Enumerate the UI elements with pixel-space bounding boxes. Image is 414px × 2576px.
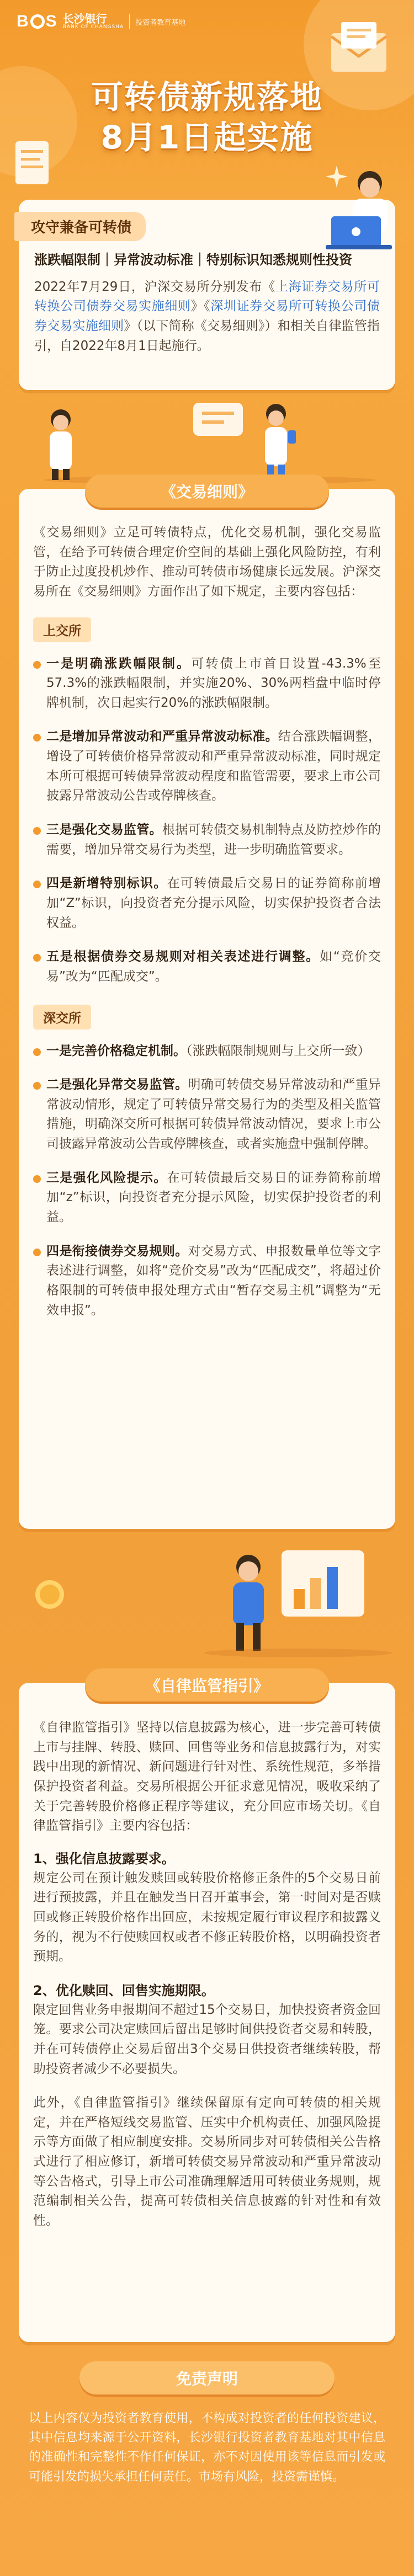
person-chart-illustration — [188, 1528, 397, 1661]
guide-item-title: 1、强化信息披露要求。 — [33, 1850, 175, 1866]
rule-item — [33, 947, 381, 986]
rule-item-body: 明确可转债交易异常波动和严重异常波动情形，规定了可转债异常交易行为的类型及相关监管措施，明确深交所可根据可转债异常波动情况，要求上市公司披露异常波动公告或停牌核查，或者实施盘中强制停牌。 — [46, 1078, 381, 1151]
szse-rules-list — [33, 1042, 381, 1321]
bullet-dot-icon — [33, 1249, 41, 1256]
rule-item-text — [46, 874, 381, 933]
rule-item-title: 三是强化交易监管。 — [46, 823, 162, 838]
bullet-dot-icon — [33, 954, 41, 962]
rule-item — [33, 1242, 381, 1321]
intro-tab: 攻守兼备可转债 — [14, 212, 146, 241]
page-title — [0, 77, 414, 157]
intro-text — [34, 278, 380, 356]
rule-item — [33, 1075, 381, 1154]
guide-items-list — [33, 1849, 381, 2079]
people-illustration — [28, 397, 392, 486]
person-laptop-illustration — [315, 161, 408, 255]
logo-mark — [17, 12, 57, 31]
rule-item-body: 结合涨跌幅调整，增设了可转债价格异常波动和严重异常波动标准，同时规定本所可根据可转债异常波动程度和监管需要，要求上市公司披露异常波动公告或停牌核查。 — [46, 729, 381, 803]
bullet-dot-icon — [33, 827, 41, 835]
intro-text-part: 2022年7月29日，沪深交易所分别发布《 — [34, 279, 275, 294]
guide-section-title: 《自律监管指引》 — [85, 1668, 329, 1702]
rule-item — [33, 874, 381, 933]
rule-item — [33, 1169, 381, 1228]
rule-item-title: 一是明确涨跌幅限制。 — [46, 656, 192, 671]
rule-item-title: 二是强化异常交易监管。 — [46, 1078, 188, 1092]
intro-link-sz[interactable]: 深圳证券交易所可转换公司债券交易实施细则 — [34, 299, 380, 334]
intro-card — [19, 200, 395, 390]
rule-item-text — [46, 1242, 381, 1321]
rule-item — [33, 820, 381, 860]
logo-divider — [129, 14, 130, 29]
guide-item-text: 限定回售业务申报期间不超过15个交易日，加快投资者资金回笼。要求公司决定赎回后留出足够时间供投资者交易和转股，并在可转债停止交易后留出3个交易日供投资者继续转股，帮助投资者减少不必要损失。 — [33, 2002, 381, 2076]
rule-item-title: 二是增加异常波动和严重异常波动标准。 — [46, 729, 278, 744]
rule-item-title: 五是根据债券交易规则对相关表述进行调整。 — [46, 950, 320, 964]
rule-item-text — [46, 820, 381, 860]
brand-logo — [17, 12, 185, 31]
rule-item-body: 如“竞价交易”改为“匹配成交”。 — [46, 950, 381, 984]
guide-card — [19, 1677, 395, 2342]
rule-item-body: 对交易方式、申报数量单位等文字表述进行调整，如将“竞价交易”改为“匹配成交”，将超过价格限制的可转债申报处理方式由“暂存交易主机”调整为“无效申报”。 — [46, 1244, 381, 1318]
guide-item — [33, 1849, 381, 1967]
rule-item-title: 一是完善价格稳定机制。 — [46, 1043, 186, 1058]
logo-letter: B — [17, 12, 29, 30]
rule-item-text — [46, 1075, 381, 1154]
guide-item — [33, 1981, 381, 2079]
rule-item-text — [46, 1169, 381, 1228]
rules-intro: 《交易细则》立足可转债特点，优化交易机制，强化交易监管，在给予可转债合理定价空间的基础上强化风险防控，有利于防止过度投机炒作、推动可转债市场健康长远发展。沪深交易所在《交易细则》方面作出了如下规定，主要内容包括： — [33, 525, 381, 599]
rule-item-text — [46, 947, 381, 986]
guide-outro: 此外，《自律监管指引》继续保留原有定向可转债的相关规定，并在严格短线交易监管、压实中介机构责任、加强风险提示等方面做了相应制度安排。交易所同步对可转债相关公告格式进行了相应修订，新增可转债交易异常波动和严重异常波动等公告格式，引导上市公司准确理解适用可转债业务规则，规范编制相关公告，提高可转债相关信息披露的针对性和有效性。 — [33, 2095, 381, 2228]
sse-rules-list — [33, 654, 381, 987]
rule-item-title: 四是衔接债券交易规则。 — [46, 1244, 188, 1258]
sse-tab: 上交所 — [33, 617, 91, 642]
intro-text-part: 》（以下简称《交易细则》）和相关自律监管指引，自2022年8月1日起施行。 — [34, 319, 380, 353]
envelope-icon — [326, 22, 392, 77]
rule-item-text — [46, 1042, 370, 1062]
rule-item-text — [46, 654, 381, 713]
rule-item — [33, 727, 381, 806]
bullet-dot-icon — [33, 1048, 41, 1056]
guide-intro: 《自律监管指引》坚持以信息披露为核心，进一步完善可转债上市与挂牌、转股、赎回、回售等业务和信息披露行为，对实践中出现的新情况、新问题进行针对性、系统性规范，多举措保护投资者利益。交易所根据公开征求意见情况，吸收采纳了关于完善转股价格修正程序等建议，充分回应市场关切。《自律监管指引》主要内容包括： — [33, 1720, 381, 1833]
intro-heading: 涨跌幅限制｜异常波动标准｜特别标识知悉规则性投资 — [34, 252, 352, 268]
rule-item-body: 根据可转债交易机制特点及防控炒作的需要，增加异常交易行为类型，进一步明确监管要求。 — [46, 823, 381, 857]
guide-item-text: 规定公司在预计触发赎回或转股价格修正条件的5个交易日前进行预披露，并且在触发当日召开董事会，第一时间对是否赎回或修正转股价格作出回应，未按规定履行审议程序和披露义务的，视为不行使赎回权或者不修正转股价格，以明确投资者预期。 — [33, 1870, 381, 1964]
rule-item-body: 在可转债最后交易日的证券简称前增加“Z”标识，向投资者充分提示风险，切实保护投资者合法权益。 — [46, 876, 381, 930]
title-line-1: 可转债新规落地 — [91, 78, 323, 116]
guide-item-title: 2、优化赎回、回售实施期限。 — [33, 1982, 215, 1998]
bullet-dot-icon — [33, 734, 41, 742]
szse-tab: 深交所 — [33, 1005, 91, 1030]
bullet-dot-icon — [33, 881, 41, 888]
rule-item-body: 可转债上市首日设置-43.3%至57.3%的涨跌幅限制，并实施20%、30%两档盘中临时停牌机制，次日起实行20%的涨跌幅限制。 — [46, 656, 381, 710]
title-line-2: 8月1日起实施 — [100, 118, 314, 156]
intro-text-part: 》《 — [190, 299, 211, 314]
rules-section-title: 《交易细则》 — [85, 474, 329, 508]
rule-item — [33, 654, 381, 713]
disclaimer-title: 免责声明 — [79, 2361, 335, 2394]
coin-icon — [33, 1578, 66, 1611]
brand-name — [63, 13, 124, 30]
rule-item-title: 四是新增特别标识。 — [46, 876, 167, 891]
disclaimer — [19, 2361, 395, 2487]
bullet-dot-icon — [33, 661, 41, 669]
brand-name-en: BANK OF CHANGSHA — [62, 24, 124, 30]
disclaimer-text: 以上内容仅为投资者教育使用，不构成对投资者的任何投资建议，其中信息均来源于公开资料，长沙银行投资者教育基地对其中信息的准确性和完整性不作任何保证，亦不对因使用该等信息而引发或可能引发的损失承担任何责任。市场有风险，投资需谨慎。 — [29, 2412, 385, 2484]
bullet-dot-icon — [33, 1175, 41, 1183]
rule-item-body: 在可转债最后交易日的证券简称前增加“z”标识，向投资者充分提示风险，切实保护投资者的利益。 — [46, 1170, 381, 1225]
bullet-dot-icon — [33, 1082, 41, 1090]
logo-letter: S — [45, 12, 57, 30]
rule-item — [33, 1042, 381, 1062]
rules-card — [19, 483, 395, 1529]
rule-item-body: （涨跌幅限制规则与上交所一致） — [186, 1043, 370, 1058]
rule-item-title: 三是强化风险提示。 — [46, 1170, 167, 1185]
brand-name-cn: 长沙银行 — [62, 12, 107, 26]
logo-ring-icon — [30, 14, 45, 29]
brand-slogan: 投资者教育基地 — [135, 18, 186, 27]
intro-link-sh[interactable]: 上海证券交易所可转换公司债券交易实施细则 — [34, 279, 380, 314]
rule-item-text — [46, 727, 381, 806]
